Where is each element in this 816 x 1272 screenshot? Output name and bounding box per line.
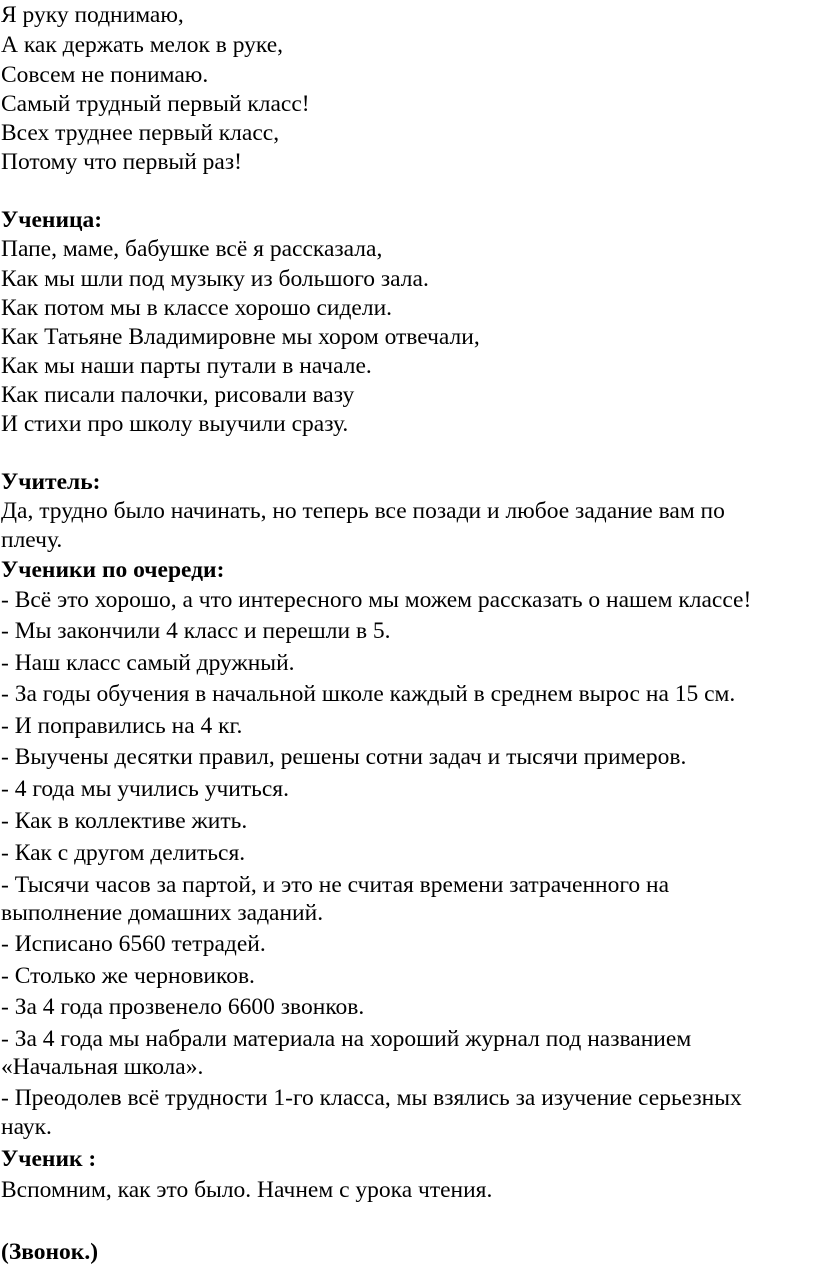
pupils-line: наук. [1,1114,52,1140]
pupils-line: - Выучены десятки правил, решены сотни задач и тысячи примеров. [1,744,687,770]
pupil-girl-line: Как мы наши парты путали в начале. [1,353,372,379]
pupil-girl-line: И стихи про школу выучили сразу. [1,411,349,437]
poem-line: Совсем не понимаю. [1,62,209,88]
poem-line: Потому что первый раз! [1,149,242,175]
pupils-line: - 4 года мы учились учиться. [1,776,289,802]
pupils-line: - Как в коллективе жить. [1,808,248,834]
pupils-line: - За 4 года мы набрали материала на хороший журнал под названием [1,1026,692,1052]
pupils-line: - Как с другом делиться. [1,840,246,866]
pupils-line: выполнение домашних заданий. [1,900,324,926]
pupils-line: - Столько же черновиков. [1,963,255,989]
pupils-line: - Мы закончили 4 класс и перешли в 5. [1,618,391,644]
stage-direction: (Звонок.) [1,1239,99,1265]
pupil-girl-line: Как потом мы в классе хорошо сидели. [1,295,393,321]
speaker-heading-teacher: Учитель: [1,469,101,495]
pupils-line: «Начальная школа». [1,1054,204,1080]
teacher-line: Да, трудно было начинать, но теперь все позади и любое задание вам по [1,498,725,524]
pupils-line: - Исписано 6560 тетрадей. [1,931,266,957]
speaker-heading-pupils-in-turn: Ученики по очереди: [1,557,225,583]
pupil-girl-line: Как Татьяне Владимировне мы хором отвечали, [1,324,480,350]
pupil-girl-line: Как писали палочки, рисовали вазу [1,382,355,408]
speaker-heading-pupil-girl: Ученица: [1,207,103,233]
teacher-line: плечу. [1,527,63,553]
poem-line: Самый трудный первый класс! [1,91,310,117]
speaker-heading-pupil-boy: Ученик : [1,1146,97,1172]
pupils-line: - И поправились на 4 кг. [1,713,243,739]
pupils-line: - Всё это хорошо, а что интересного мы можем рассказать о нашем классе! [1,587,752,613]
poem-line: Всех труднее первый класс, [1,120,280,146]
pupils-line: - За годы обучения в начальной школе каждый в среднем вырос на 15 см. [1,681,736,707]
pupils-line: - Наш класс самый дружный. [1,650,295,676]
pupil-girl-line: Папе, маме, бабушке всё я рассказала, [1,236,383,262]
pupils-line: - За 4 года прозвенело 6600 звонков. [1,994,365,1020]
pupils-line: - Тысячи часов за партой, и это не считая времени затраченного на [1,872,670,898]
pupils-line: - Преодолев всё трудности 1-го класса, мы взялись за изучение серьезных [1,1085,742,1111]
pupil-boy-line: Вспомним, как это было. Начнем с урока чтения. [1,1177,493,1203]
poem-line: Я руку поднимаю, [1,2,184,28]
pupil-girl-line: Как мы шли под музыку из большого зала. [1,266,429,292]
poem-line: А как держать мелок в руке, [1,32,284,58]
